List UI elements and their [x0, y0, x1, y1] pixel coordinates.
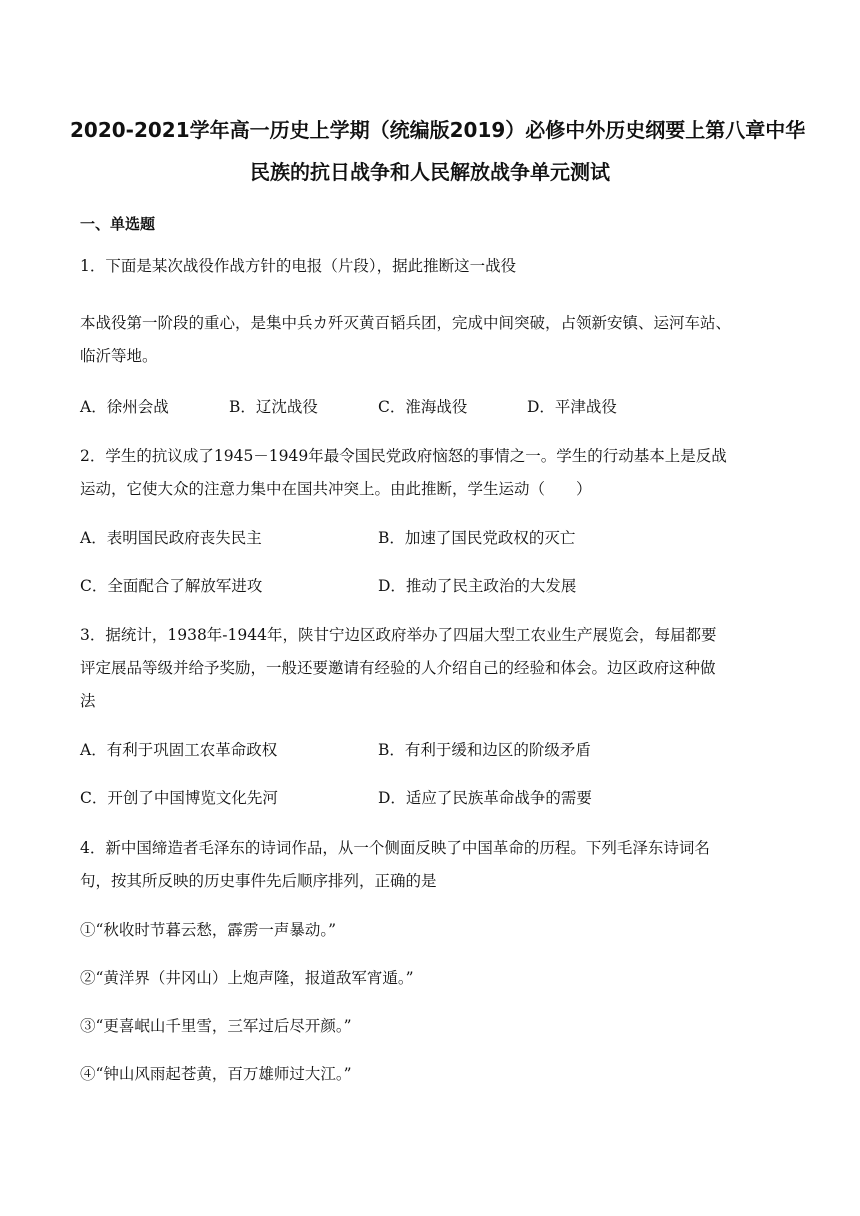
question-3-stem-line-2: 评定展品等级并给予奖励，一般还要邀请有经验的人介绍自己的经验和体会。边区政府这种做 — [80, 659, 716, 677]
section-heading: 一、单选题 — [80, 215, 156, 233]
question-3-stem-line-3: 法 — [80, 692, 96, 710]
question-4-item-3: ③“更喜岷山千里雪，三军过后尽开颜。” — [80, 1017, 352, 1035]
question-1-option-a: A．徐州会战 — [80, 398, 169, 416]
question-3-option-c: C．开创了中国博览文化先河 — [80, 789, 278, 807]
question-3-option-d: D．适应了民族革命战争的需要 — [378, 789, 592, 807]
question-1-quote-line-2: 临沂等地。 — [80, 347, 158, 365]
question-1-quote-line-1: 本战役第一阶段的重心，是集中兵カ歼灭黄百韬兵团，完成中间突破，占领新安镇、运河车站、 — [80, 314, 732, 332]
question-4-stem-line-2: 句，按其所反映的历史事件先后顺序排列，正确的是 — [80, 872, 437, 890]
question-2-option-b: B．加速了国民党政权的灭亡 — [378, 529, 576, 547]
question-3-option-a: A．有利于巩固工农革命政权 — [80, 741, 278, 759]
question-3-option-b: B．有利于缓和边区的阶级矛盾 — [378, 741, 591, 759]
question-1-option-b: B．辽沈战役 — [229, 398, 318, 416]
question-2-option-c: C．全面配合了解放军进攻 — [80, 577, 263, 595]
document-title-line-1: 2020-2021学年高一历史上学期（统编版2019）必修中外历史纲要上第八章中华 — [70, 118, 806, 142]
question-2-option-a: A．表明国民政府丧失民主 — [80, 529, 262, 547]
question-1-option-d: D．平津战役 — [527, 398, 617, 416]
question-2-stem-line-1: 2．学生的抗议成了1945－1949年最令国民党政府恼怒的事情之一。学生的行动基本上是反战 — [80, 447, 727, 465]
question-3-stem-line-1: 3．据统计，1938年-1944年，陕甘宁边区政府举办了四届大型工农业生产展览会，每届都要 — [80, 626, 717, 644]
question-4-item-4: ④“钟山风雨起苍黄，百万雄师过大江。” — [80, 1065, 352, 1083]
question-4-item-2: ②“黄洋界（井冈山）上炮声隆，报道敌军宵遁。” — [80, 969, 414, 987]
question-4-stem-line-1: 4．新中国缔造者毛泽东的诗词作品，从一个侧面反映了中国革命的历程。下列毛泽东诗词名 — [80, 839, 710, 857]
document-title-line-2: 民族的抗日战争和人民解放战争单元测试 — [250, 160, 610, 184]
question-1-stem: 1．下面是某次战役作战方针的电报（片段），据此推断这一战役 — [80, 257, 517, 275]
question-2-option-d: D．推动了民主政治的大发展 — [378, 577, 577, 595]
question-1-option-c: C．淮海战役 — [378, 398, 468, 416]
question-4-item-1: ①“秋收时节暮云愁，霹雳一声暴动。” — [80, 921, 337, 939]
question-2-stem-line-2: 运动，它使大众的注意力集中在国共冲突上。由此推断，学生运动（ ） — [80, 480, 592, 498]
